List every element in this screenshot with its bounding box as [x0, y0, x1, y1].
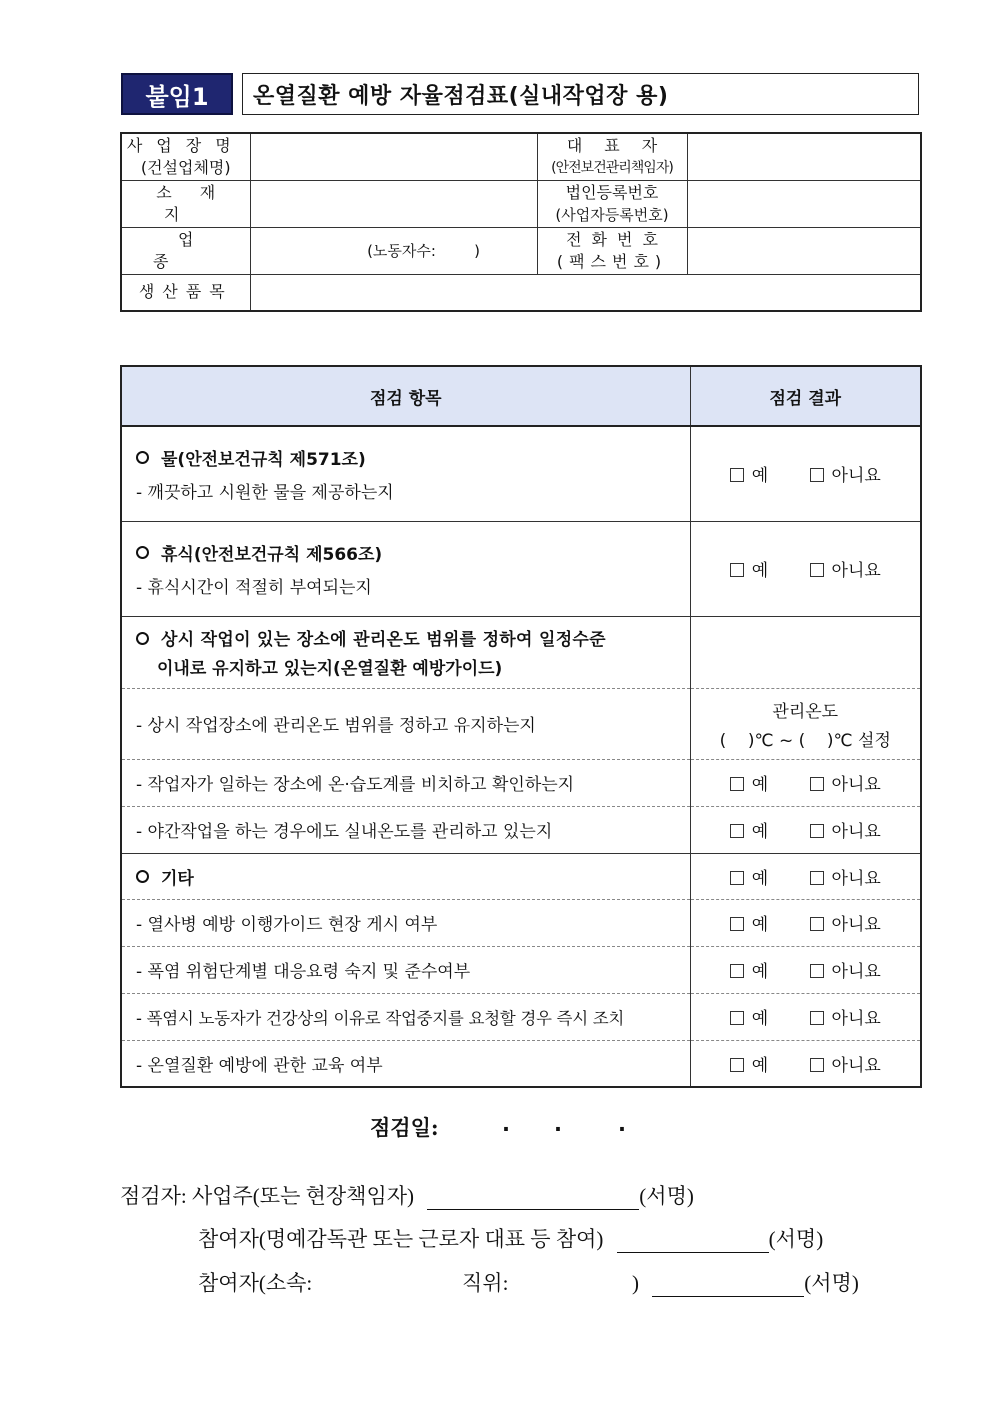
inspector-line: 점검자: 사업주(또는 현장책임자) (서명) [120, 1184, 694, 1208]
business-info-table [120, 132, 922, 312]
industry-field[interactable]: (노동자수: ) [250, 227, 537, 274]
participant1-signature-field[interactable] [617, 1232, 769, 1253]
participant-line-1: 참여자(명예감독관 또는 근로자 대표 등 참여) (서명) [198, 1227, 824, 1251]
representative-field[interactable] [687, 133, 921, 180]
checkbox-no[interactable] [810, 1058, 824, 1072]
checkbox-yes[interactable] [730, 1011, 744, 1025]
etc-item-row: - 폭염시 노동자가 건강상의 이유로 작업중지를 요청할 경우 즉시 조치 예 아니요 [121, 993, 921, 1040]
bullet-icon [136, 870, 149, 883]
checkbox-yes[interactable] [730, 871, 744, 885]
location-label: 소재지 [121, 180, 250, 227]
checkbox-yes[interactable] [730, 824, 744, 838]
products-label: 생산품목 [121, 274, 250, 311]
etc-item-row: - 온열질환 예방에 관한 교육 여부 예 아니요 [121, 1040, 921, 1087]
attachment-badge: 붙임1 [121, 73, 233, 115]
page-title: 온열질환 예방 자율점검표(실내작업장 용) [242, 73, 919, 115]
checkbox-yes[interactable] [730, 777, 744, 791]
temp-item-row: - 야간작업을 하는 경우에도 실내온도를 관리하고 있는지 예 아니요 [121, 806, 921, 853]
rest-desc: - 휴식시간이 적절히 부여되는지 [136, 577, 372, 598]
rest-row: 휴식(안전보건규칙 제566조) - 휴식시간이 적절히 부여되는지 예 아니요 [121, 521, 921, 616]
phone-label: 전화번호 (팩스번호) [537, 227, 687, 274]
bullet-icon [136, 451, 149, 464]
checkbox-no[interactable] [810, 917, 824, 931]
checkbox-no[interactable] [810, 468, 824, 482]
header-result: 점검 결과 [690, 366, 921, 426]
checkbox-yes[interactable] [730, 563, 744, 577]
checkbox-no[interactable] [810, 824, 824, 838]
water-desc: - 깨끗하고 시원한 물을 제공하는지 [136, 482, 394, 503]
temp-item-row: - 상시 작업장소에 관리온도 범위를 정하고 유지하는지 관리온도 ( )℃ ~ ( )℃ 설정 [121, 688, 921, 759]
rest-result: 예 아니요 [690, 521, 921, 616]
temp-section-row: 상시 작업이 있는 장소에 관리온도 범위를 정하여 일정수준 이내로 유지하고 있는지(온열질환 예방가이드) [121, 616, 921, 688]
location-field[interactable] [250, 180, 537, 227]
participant2-signature-field[interactable] [652, 1276, 804, 1297]
etc-row: 기타 예 아니요 [121, 853, 921, 899]
representative-label: 대표자 (안전보건관리책임자) [537, 133, 687, 180]
bullet-icon [136, 632, 149, 645]
etc-item-row: - 열사병 예방 이행가이드 현장 게시 여부 예 아니요 [121, 899, 921, 946]
checkbox-no[interactable] [810, 964, 824, 978]
temp-result[interactable]: 관리온도 ( )℃ ~ ( )℃ 설정 [690, 688, 921, 759]
water-result: 예 아니요 [690, 426, 921, 521]
date-field[interactable]: . [502, 1112, 510, 1136]
checkbox-yes[interactable] [730, 964, 744, 978]
inspector-signature-field[interactable] [427, 1189, 639, 1210]
corp-number-label: 법인등록번호 (사업자등록번호) [537, 180, 687, 227]
checkbox-yes[interactable] [730, 1058, 744, 1072]
participant-line-2-end: ) (서명) [632, 1271, 859, 1295]
water-row: 물(안전보건규칙 제571조) - 깨끗하고 시원한 물을 제공하는지 예 아니요 [121, 426, 921, 521]
participant-position: 직위: [462, 1271, 509, 1295]
business-name-field[interactable] [250, 133, 537, 180]
participant-line-2: 참여자(소속: [198, 1271, 313, 1295]
industry-label: 업종 [121, 227, 250, 274]
checkbox-yes[interactable] [730, 917, 744, 931]
header-item: 점검 항목 [121, 366, 690, 426]
products-field[interactable] [250, 274, 921, 311]
checkbox-no[interactable] [810, 777, 824, 791]
bullet-icon [136, 546, 149, 559]
checkbox-no[interactable] [810, 871, 824, 885]
checkbox-no[interactable] [810, 563, 824, 577]
corp-number-field[interactable] [687, 180, 921, 227]
checkbox-yes[interactable] [730, 468, 744, 482]
business-name-label: 사업장명 (건설업체명) [121, 133, 250, 180]
checklist-table [120, 365, 922, 1088]
checkbox-no[interactable] [810, 1011, 824, 1025]
etc-item-row: - 폭염 위험단계별 대응요령 숙지 및 준수여부 예 아니요 [121, 946, 921, 993]
temp-item-row: - 작업자가 일하는 장소에 온·습도계를 비치하고 확인하는지 예 아니요 [121, 759, 921, 806]
phone-field[interactable] [687, 227, 921, 274]
inspection-date-label: 점검일: [370, 1115, 439, 1140]
